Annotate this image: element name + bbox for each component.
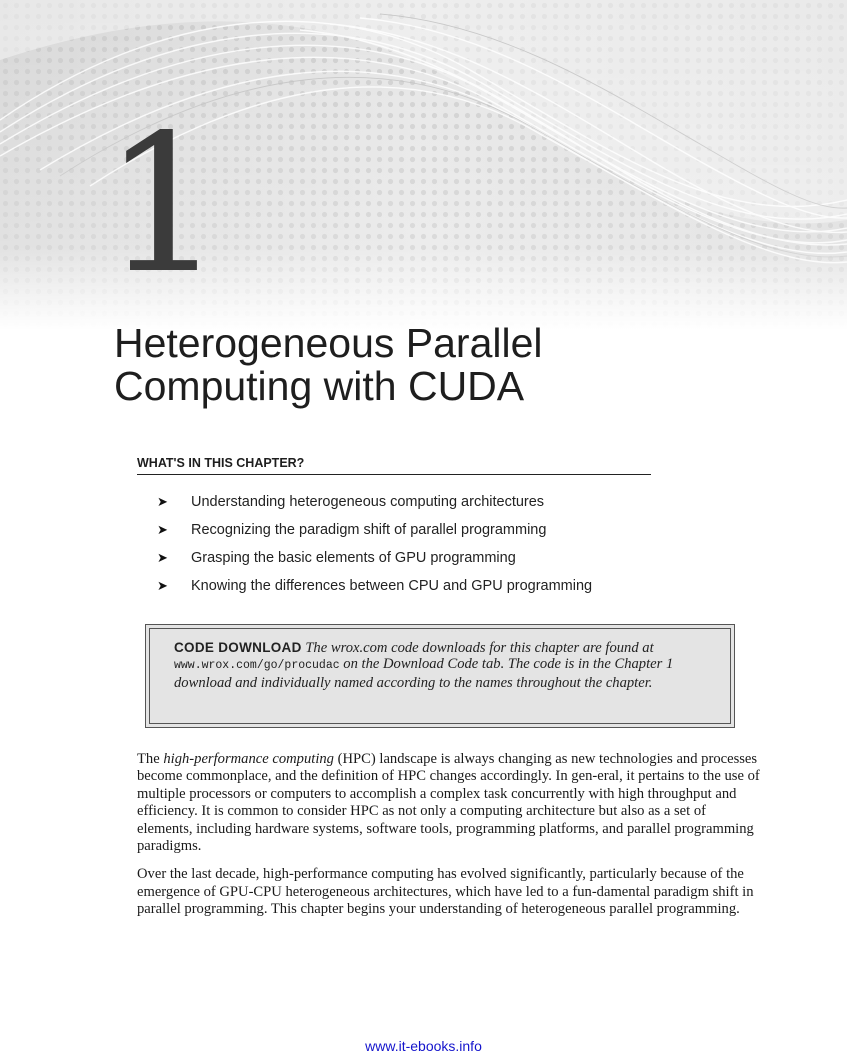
list-item-text: Understanding heterogeneous computing architectures [191,494,545,510]
code-download-url[interactable]: www.wrox.com/go/procudac [174,659,340,673]
list-item-text: Knowing the differences between CPU and GPU programming [191,578,593,594]
footer-link[interactable]: www.it-ebooks.info [365,1038,482,1054]
code-download-callout-inner [149,628,731,724]
list-item [157,572,592,600]
whats-in-chapter-list [157,488,592,600]
arrow-bullet-icon: ➤ [157,578,168,593]
chapter-title-line-1: Heterogeneous Parallel [114,320,543,366]
chapter-number: 1 [103,94,218,315]
p1-after: (HPC) landscape is always changing as new technologies and processes become commonplace, and the definition of HPC changes accordingly. In gen-eral, it pertains to the use of multiple processors or computers to accomplish a complex task concurrently with high throughput and efficiency. It is common to consider HPC as not only a computing architecture but also as a set of elements, including hardware systems, software tools, programming platforms, and parallel programming paradigms. [137,751,760,855]
list-item [157,516,592,544]
body-text [137,751,762,930]
code-download-label: CODE DOWNLOAD [174,640,302,655]
whats-in-chapter-heading: WHAT'S IN THIS CHAPTER? [137,456,651,475]
code-download-text-after: on the Download Code tab. The code is in the Chapter 1 download and individually named according to the names throughout the chapter. [174,656,674,691]
body-paragraph-1 [137,751,762,855]
code-download-callout [145,624,735,728]
chapter-title [114,322,543,408]
arrow-bullet-icon: ➤ [157,550,168,565]
chapter-title-line-2: Computing with CUDA [114,363,525,409]
p1-before: The [137,751,164,767]
list-item [157,544,592,572]
p1-term: high-performance computing [163,751,334,767]
list-item [157,488,592,516]
code-download-text-before: The wrox.com code downloads for this chapter are found at [305,640,654,656]
arrow-bullet-icon: ➤ [157,494,168,509]
body-paragraph-2: Over the last decade, high-performance computing has evolved significantly, particularly because of the emergence of GPU-CPU heterogeneous architectures, which have led to a fun-damental paradigm shift in parallel programming. This chapter begins your understanding of heterogeneous parallel programming. [137,866,754,918]
arrow-bullet-icon: ➤ [157,522,168,537]
list-item-text: Recognizing the paradigm shift of parallel programming [191,522,547,538]
list-item-text: Grasping the basic elements of GPU programming [191,550,516,566]
